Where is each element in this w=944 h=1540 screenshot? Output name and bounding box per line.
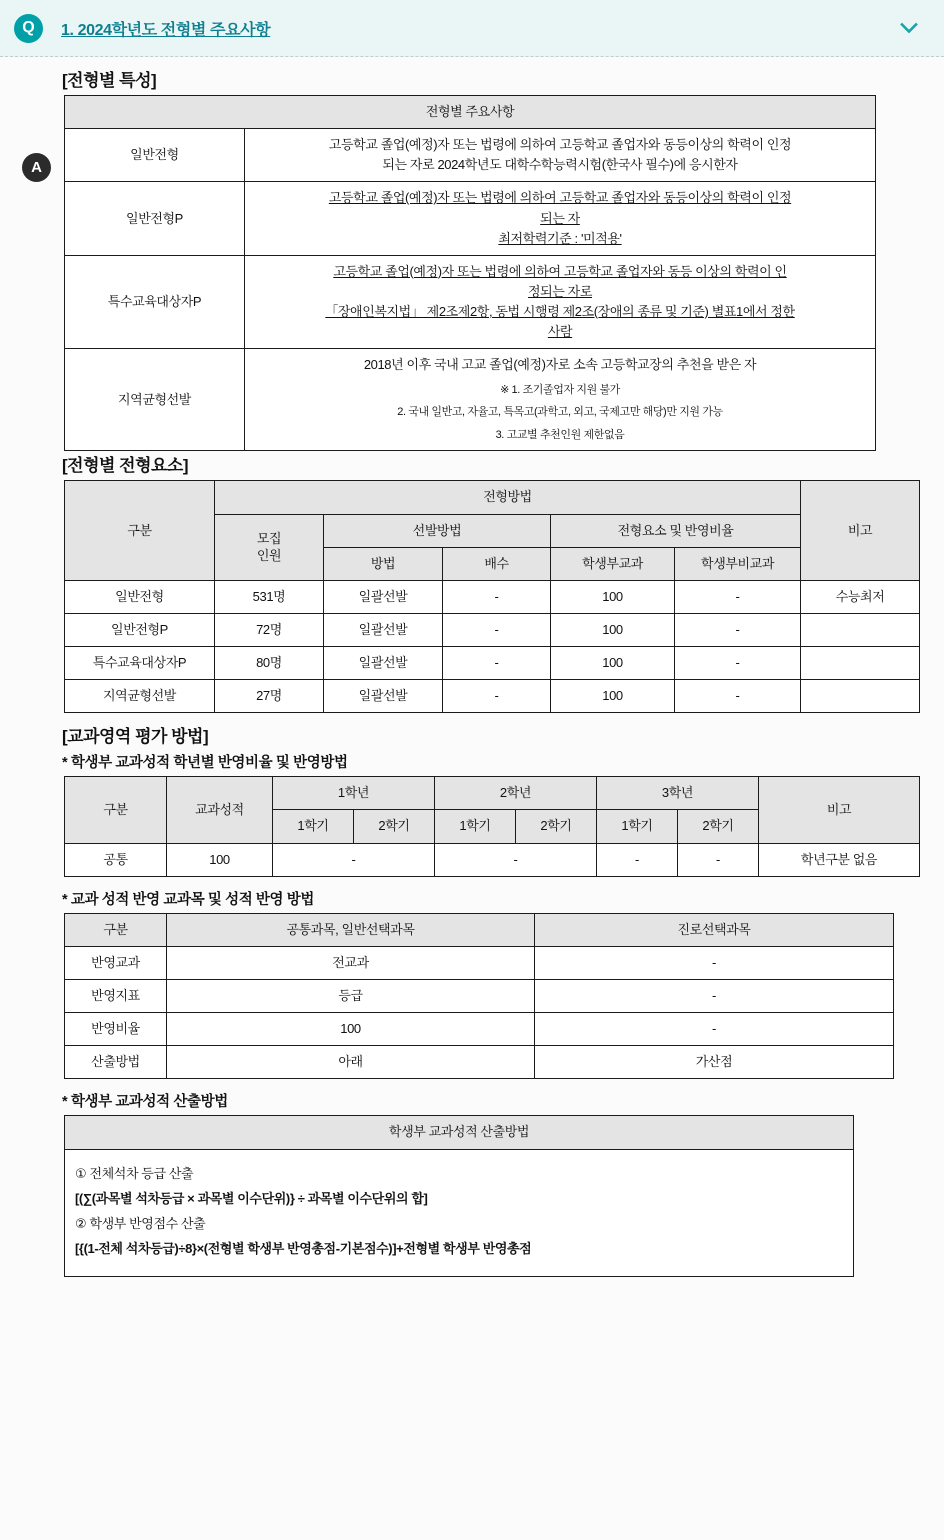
header-common: 공통과목, 일반선택과목	[167, 913, 535, 946]
cell-g3-sem1: -	[597, 843, 678, 876]
cell-gubun: 공통	[65, 843, 167, 876]
cell-bigo	[801, 680, 920, 713]
table-row	[65, 182, 876, 255]
table-row	[65, 1013, 894, 1046]
cell-method: 일괄선발	[324, 647, 443, 680]
table-calculation-method	[64, 1115, 854, 1277]
cell-career: 가산점	[535, 1046, 894, 1079]
desc-line: 고등학교 졸업(예정)자 또는 법령에 의하여 고등학교 졸업자와 동등이상의 학력이 인정	[328, 190, 792, 206]
header-gubun: 구분	[65, 481, 215, 580]
cell-bigo: 수능최저	[801, 580, 920, 613]
row-description	[245, 349, 876, 451]
cell-bigo	[801, 613, 920, 646]
formula-step-1-expression: [(∑(과목별 석차등급 × 과목별 이수단위)} ÷ 과목별 이수단위의 합]	[75, 1190, 428, 1206]
cell-common: 전교과	[167, 946, 535, 979]
answer-content	[0, 66, 944, 1277]
header-g3-sem2: 2학기	[678, 810, 759, 843]
table-row	[65, 255, 876, 349]
formula-step-1-label: ① 전체석차 등급 산출	[75, 1165, 194, 1181]
table-header-row	[65, 913, 894, 946]
row-label: 일반전형P	[65, 182, 245, 255]
table-row	[65, 843, 920, 876]
cell-quota: 27명	[215, 680, 324, 713]
header-quota	[215, 514, 324, 580]
table-grade-ratio	[64, 776, 920, 876]
cell-nonrecord: -	[675, 613, 801, 646]
question-header[interactable]	[0, 0, 944, 57]
cell-common: 100	[167, 1013, 535, 1046]
cell-gubun: 반영지표	[65, 980, 167, 1013]
header-gubun: 구분	[65, 913, 167, 946]
cell-nonrecord: -	[675, 580, 801, 613]
header-multiple: 배수	[443, 547, 551, 580]
cell-gubun: 특수교육대상자P	[65, 647, 215, 680]
header-method: 방법	[324, 547, 443, 580]
section-heading-features: [전형별 특성]	[62, 71, 157, 90]
header-grade2: 2학년	[435, 777, 597, 810]
calculation-body	[65, 1149, 854, 1277]
formula-step-2-expression: [{(1-전체 석차등급)÷8}×(전형별 학생부 반영총점-기본점수)]+전형별 학생부 반영총점	[75, 1241, 532, 1257]
header-bigo: 비고	[759, 777, 920, 843]
table-header-row	[65, 96, 876, 129]
table-header-row	[65, 481, 920, 514]
cell-common: 등급	[167, 980, 535, 1013]
subheading-subject-reflection: * 교과 성적 반영 교과목 및 성적 반영 방법	[62, 891, 314, 908]
desc-line: 사람	[547, 324, 573, 340]
cell-method: 일괄선발	[324, 680, 443, 713]
cell-record: 100	[551, 680, 675, 713]
cell-method: 일괄선발	[324, 580, 443, 613]
desc-line: 고등학교 졸업(예정)자 또는 법령에 의하여 고등학교 졸업자와 동등 이상의 학력이 인	[333, 263, 787, 279]
table-admission-features	[64, 95, 876, 451]
section-heading-elements: [전형별 전형요소]	[62, 456, 188, 476]
table-row	[65, 613, 920, 646]
cell-gubun: 반영교과	[65, 946, 167, 979]
header-gubun: 구분	[65, 777, 167, 843]
cell-gubun: 일반전형P	[65, 613, 215, 646]
header-factor-group: 전형요소 및 반영비율	[551, 514, 801, 547]
answer-body	[0, 57, 944, 1277]
table-row	[65, 580, 920, 613]
table-row	[65, 946, 894, 979]
cell-multiple: -	[443, 613, 551, 646]
table-title-cell: 전형별 주요사항	[65, 96, 876, 129]
answer-badge: A	[22, 153, 51, 182]
cell-quota: 72명	[215, 613, 324, 646]
formula-step-2-label: ② 학생부 반영점수 산출	[75, 1215, 206, 1231]
desc-line: 되는 자	[540, 210, 580, 226]
table-header-row	[65, 1116, 854, 1149]
cell-gubun: 반영비율	[65, 1013, 167, 1046]
cell-career: -	[535, 1013, 894, 1046]
cell-common: 아래	[167, 1046, 535, 1079]
header-method-group: 전형방법	[215, 481, 801, 514]
table-row	[65, 680, 920, 713]
desc-line: 「장애인복지법」 제2조제2항, 동법 시행령 제2조(장애의 종류 및 기준) 별표1에서 정한	[325, 304, 795, 320]
cell-gubun: 산출방법	[65, 1046, 167, 1079]
cell-multiple: -	[443, 647, 551, 680]
cell-record: 100	[551, 613, 675, 646]
desc-line: 최저학력기준 : '미적용'	[498, 230, 622, 246]
header-g2-sem2: 2학기	[516, 810, 597, 843]
header-career: 진로선택과목	[535, 913, 894, 946]
desc-note: ※ 1. 조기졸업자 지원 불가	[500, 383, 620, 396]
row-description	[245, 255, 876, 349]
cell-career: -	[535, 946, 894, 979]
table-row	[65, 349, 876, 451]
header-g1-sem2: 2학기	[354, 810, 435, 843]
header-grade3: 3학년	[597, 777, 759, 810]
section-heading-evaluation: [교과영역 평가 방법]	[62, 727, 209, 747]
cell-nonrecord: -	[675, 680, 801, 713]
table-row	[65, 980, 894, 1013]
row-description	[245, 129, 876, 182]
header-grade1: 1학년	[273, 777, 435, 810]
header-score: 교과성적	[167, 777, 273, 843]
cell-quota: 80명	[215, 647, 324, 680]
cell-record: 100	[551, 647, 675, 680]
cell-grade1: -	[273, 843, 435, 876]
subheading-grade-ratio: * 학생부 교과성적 학년별 반영비율 및 반영방법	[62, 755, 348, 772]
row-label: 지역균형선발	[65, 349, 245, 451]
header-select-group: 선발방법	[324, 514, 551, 547]
cell-method: 일괄선발	[324, 613, 443, 646]
subheading-calculation-method: * 학생부 교과성적 산출방법	[62, 1094, 228, 1111]
question-badge: Q	[14, 14, 43, 43]
cell-nonrecord: -	[675, 647, 801, 680]
table-title-cell: 학생부 교과성적 산출방법	[65, 1116, 854, 1149]
table-row	[65, 647, 920, 680]
cell-bigo: 학년구분 없음	[759, 843, 920, 876]
row-label: 특수교육대상자P	[65, 255, 245, 349]
header-bigo: 비고	[801, 481, 920, 580]
table-admission-elements	[64, 480, 920, 713]
cell-score: 100	[167, 843, 273, 876]
row-label: 일반전형	[65, 129, 245, 182]
cell-record: 100	[551, 580, 675, 613]
cell-gubun: 지역균형선발	[65, 680, 215, 713]
cell-multiple: -	[443, 580, 551, 613]
header-nonrecord: 학생부비교과	[675, 547, 801, 580]
desc-line: 정되는 자로	[527, 283, 592, 299]
cell-bigo	[801, 647, 920, 680]
desc-line: 2018년 이후 국내 고교 졸업(예정)자로 소속 고등학교장의 추천을 받은 자	[363, 357, 757, 373]
cell-gubun: 일반전형	[65, 580, 215, 613]
question-title[interactable]: 1. 2024학년도 전형별 주요사항	[61, 21, 271, 39]
cell-career: -	[535, 980, 894, 1013]
cell-g3-sem2: -	[678, 843, 759, 876]
table-row	[65, 1149, 854, 1277]
table-row	[65, 129, 876, 182]
desc-note: 2. 국내 일반고, 자율고, 특목고(과학고, 외고, 국제고만 해당)만 지원 가능	[397, 406, 723, 419]
desc-note: 3. 고교별 추천인원 제한없음	[495, 429, 625, 442]
header-quota-line2: 인원	[256, 548, 282, 564]
header-g2-sem1: 1학기	[435, 810, 516, 843]
desc-line: 고등학교 졸업(예정)자 또는 법령에 의하여 고등학교 졸업자와 동등이상의 학력이 인정	[328, 137, 792, 153]
table-subject-reflection	[64, 913, 894, 1080]
chevron-down-icon[interactable]	[896, 15, 922, 41]
header-quota-line1: 모집	[256, 530, 282, 546]
header-g1-sem1: 1학기	[273, 810, 354, 843]
header-g3-sem1: 1학기	[597, 810, 678, 843]
cell-quota: 531명	[215, 580, 324, 613]
row-description	[245, 182, 876, 255]
table-row	[65, 1046, 894, 1079]
table-header-row	[65, 777, 920, 810]
desc-line: 되는 자로 2024학년도 대학수학능력시험(한국사 필수)에 응시한자	[382, 157, 738, 173]
header-record: 학생부교과	[551, 547, 675, 580]
cell-grade2: -	[435, 843, 597, 876]
cell-multiple: -	[443, 680, 551, 713]
